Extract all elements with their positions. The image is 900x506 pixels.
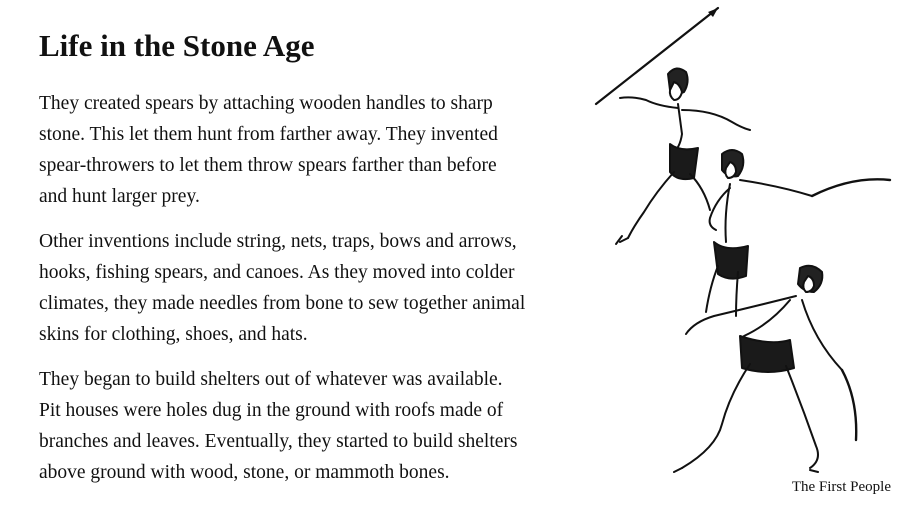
hunters-illustration (590, 4, 895, 479)
slide-title: Life in the Stone Age (39, 28, 315, 63)
paragraph-spears: They created spears by attaching wooden handles to sharp stone. This let them hunt from farther away. They invented spear-throwers to let them throw spears farther than before and hunt larger prey. (39, 93, 498, 207)
paragraph-shelters: They began to build shelters out of whatever was available. Pit houses were holes dug in the ground with roofs made of branches and leaves. Eventually, they started to build shelters above ground with wood, stone, or mammoth bones. (39, 369, 518, 483)
figure-caption: The First People (791, 479, 891, 495)
slide-body (39, 88, 599, 502)
paragraph-inventions: Other inventions include string, nets, traps, bows and arrows, hooks, fishing spears, and canoes. As they moved into colder climates, they made needles from bone to sew together animal skins for clothing, shoes, and hats. (39, 231, 526, 345)
spear-thrower-hunters-icon (590, 4, 895, 479)
